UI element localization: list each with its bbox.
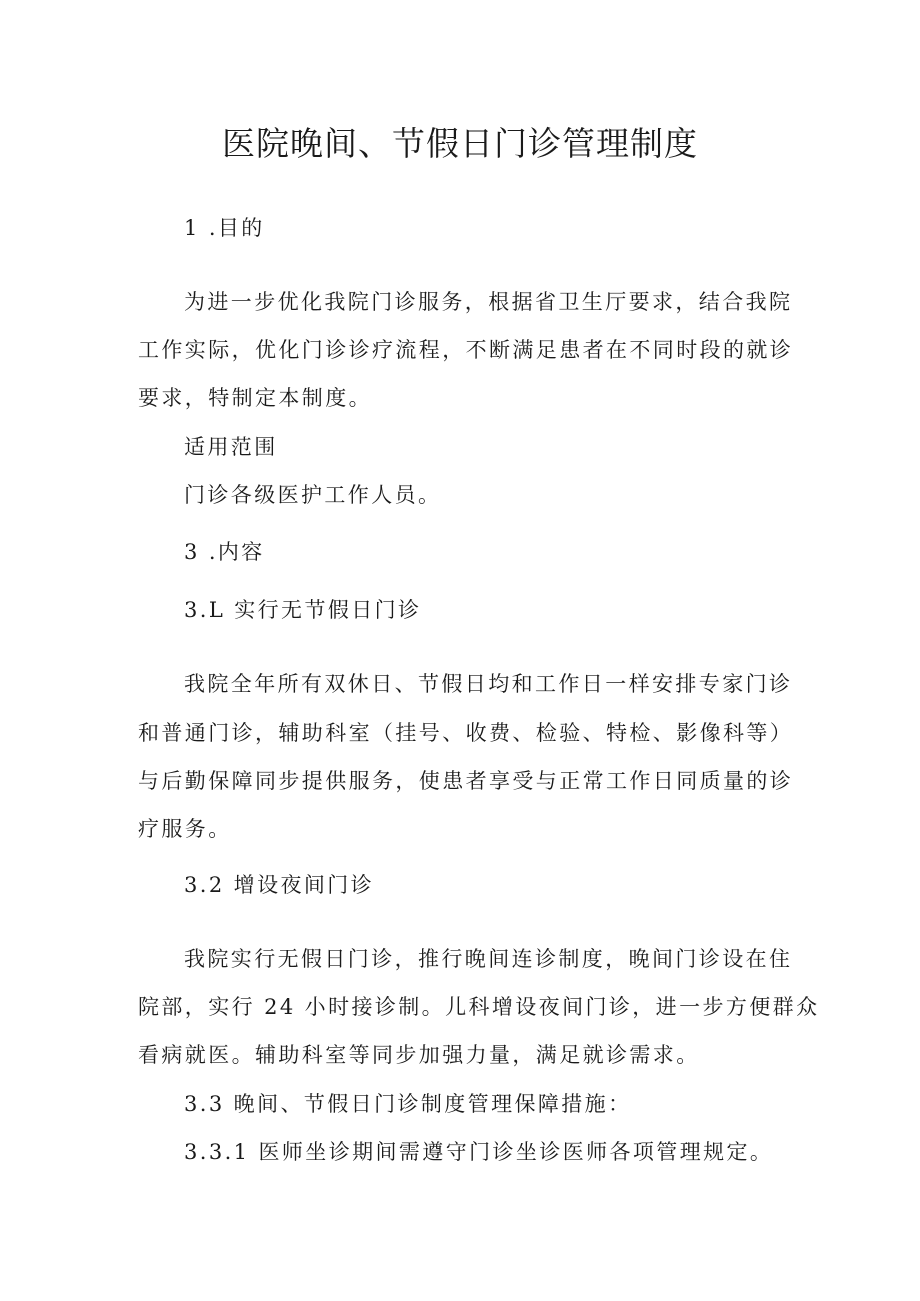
section-3-heading: 3 .内容 [184, 540, 265, 564]
paragraph-purpose-line-2: 工作实际，优化门诊诊疗流程，不断满足患者在不同时段的就诊 [138, 338, 794, 362]
scope-text: 门诊各级医护工作人员。 [184, 483, 442, 507]
paragraph-purpose-line-1: 为进一步优化我院门诊服务，根据省卫生厅要求，结合我院 [184, 290, 793, 314]
paragraph-3-2-line-1: 我院实行无假日门诊，推行晚间连诊制度，晚间门诊设在住 [184, 947, 793, 971]
document-title: 医院晚间、节假日门诊管理制度 [222, 124, 698, 163]
paragraph-3-2-line-2: 院部，实行 24 小时接诊制。儿科增设夜间门诊，进一步方便群众 [138, 995, 820, 1019]
subsection-3-3-1-text: 3.3.1 医师坐诊期间需遵守门诊坐诊医师各项管理规定。 [184, 1140, 774, 1164]
section-1-heading: 1 .目的 [184, 216, 265, 240]
paragraph-3-1-line-1: 我院全年所有双休日、节假日均和工作日一样安排专家门诊 [184, 672, 793, 696]
subsection-3-1-heading: 3.L 实行无节假日门诊 [184, 598, 422, 622]
paragraph-3-1-line-3: 与后勤保障同步提供服务，使患者享受与正常工作日同质量的诊 [138, 769, 794, 793]
subsection-3-2-heading: 3.2 增设夜间门诊 [184, 873, 375, 897]
paragraph-purpose-line-3: 要求，特制定本制度。 [138, 386, 372, 410]
section-2-heading: 适用范围 [184, 435, 278, 459]
paragraph-3-1-line-4: 疗服务。 [138, 817, 232, 841]
subsection-3-3-heading: 3.3 晚间、节假日门诊制度管理保障措施： [184, 1092, 632, 1116]
paragraph-3-2-line-3: 看病就医。辅助科室等同步加强力量，满足就诊需求。 [138, 1043, 700, 1067]
paragraph-3-1-line-2: 和普通门诊，辅助科室（挂号、收费、检验、特检、影像科等） [138, 721, 794, 745]
